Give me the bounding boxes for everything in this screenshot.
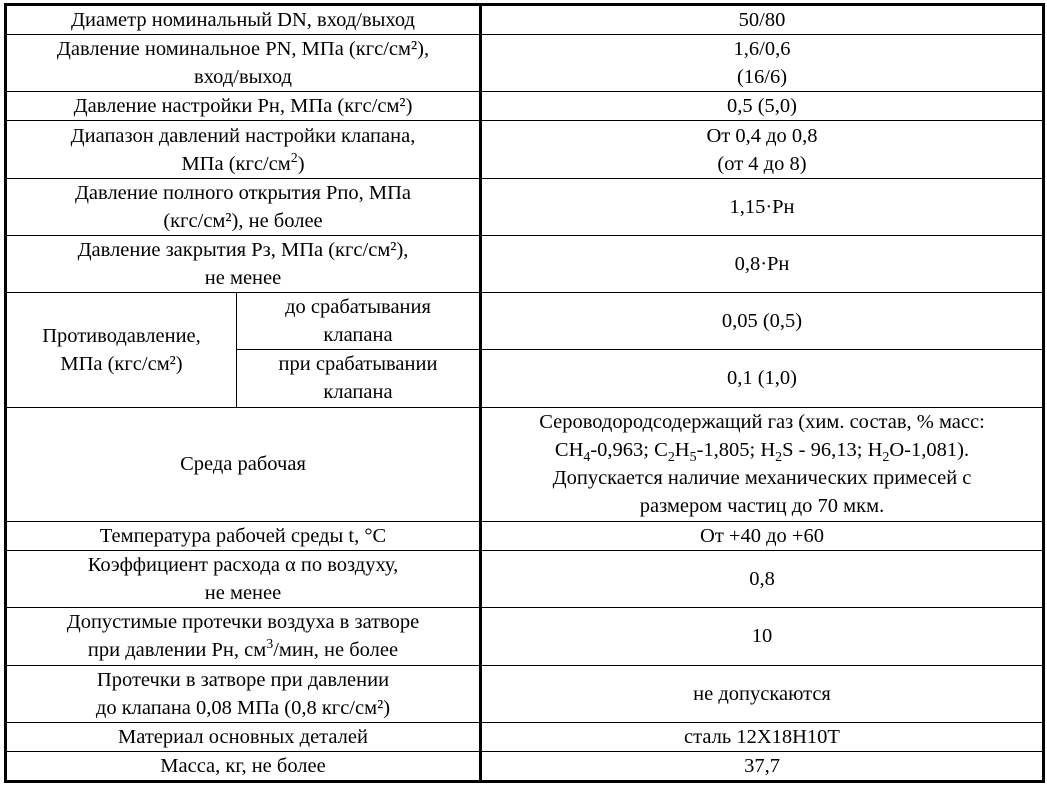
value-cell: 37,7 [481,751,1044,781]
table-row [6,5,1044,35]
param-cell: Допустимые протечки воздуха в затворе при давлении Рн, $см^3$/мин, не более [6,608,481,665]
table-row [6,407,1044,521]
param-cell: Материал основных деталей [6,722,481,751]
param-cell: Температура рабочей среды t, °С [6,521,481,550]
param-cell: Давление полного открытия Рпо, МПа (кгс/см²), не более [6,178,481,235]
table-row [6,551,1044,608]
value-cell: 0,8 [481,551,1044,608]
subparam-cell: до срабатывания клапана [237,293,481,350]
composition-line: $CH_4-0,963$; $C_2H_5-1,805$; $H_2S - 96,13$; $H_2O-1,081$). [554,439,970,466]
param-cell: Протечки в затворе при давлении до клапана 0,08 МПа (0,8 кгс/см²) [6,665,481,722]
table-row [6,521,1044,550]
param-cell: Давление настройки Рн, МПа (кгс/см²) [6,92,481,121]
value-cell: 10 [481,608,1044,665]
value-cell: Сероводородсодержащий газ (хим. состав, % масс: $CH_4-0,963$; $C_2H_5-1,805$; $H_2S - 96,13$; $H_2O-1,081$). Допускается наличие механических примесей с размером частиц до 70 мкм. [481,407,1044,521]
value-cell: 0,5 (5,0) [481,92,1044,121]
table-row [6,35,1044,92]
table-row [6,121,1044,178]
param-cell: Диапазон давлений настройки клапана, МПа $(кгс/см^2)$ [6,121,481,178]
param-cell: Давление закрытия Рз, МПа (кгс/см²), не менее [6,235,481,292]
table-row [6,92,1044,121]
table-row [6,293,1044,350]
specification-table [4,3,1045,783]
value-cell: 0,8·Рн [481,235,1044,292]
param-cell: Масса, кг, не более [6,751,481,781]
table-row [6,235,1044,292]
value-cell: От +40 до +60 [481,521,1044,550]
param-cell: Давление номинальное PN, МПа (кгс/см²), вход/выход [6,35,481,92]
table-row [6,751,1044,781]
param-cell: Коэффициент расхода α по воздуху, не менее [6,551,481,608]
value-cell: 0,1 (1,0) [481,350,1044,407]
value-cell: 1,6/0,6 (16/6) [481,35,1044,92]
value-cell: 1,15·Рн [481,178,1044,235]
table-row [6,608,1044,665]
value-cell: 50/80 [481,5,1044,35]
value-cell: не допускаются [481,665,1044,722]
subparam-cell: при срабатывании клапана [237,350,481,407]
table-row [6,178,1044,235]
value-cell: сталь 12Х18Н10Т [481,722,1044,751]
table-row [6,665,1044,722]
param-cell: Диаметр номинальный DN, вход/выход [6,5,481,35]
value-cell: 0,05 (0,5) [481,293,1044,350]
value-cell: От 0,4 до 0,8 (от 4 до 8) [481,121,1044,178]
table-row [6,722,1044,751]
param-cell: Среда рабочая [6,407,481,521]
group-cell: Противодавление, МПа (кгс/см²) [6,293,237,407]
